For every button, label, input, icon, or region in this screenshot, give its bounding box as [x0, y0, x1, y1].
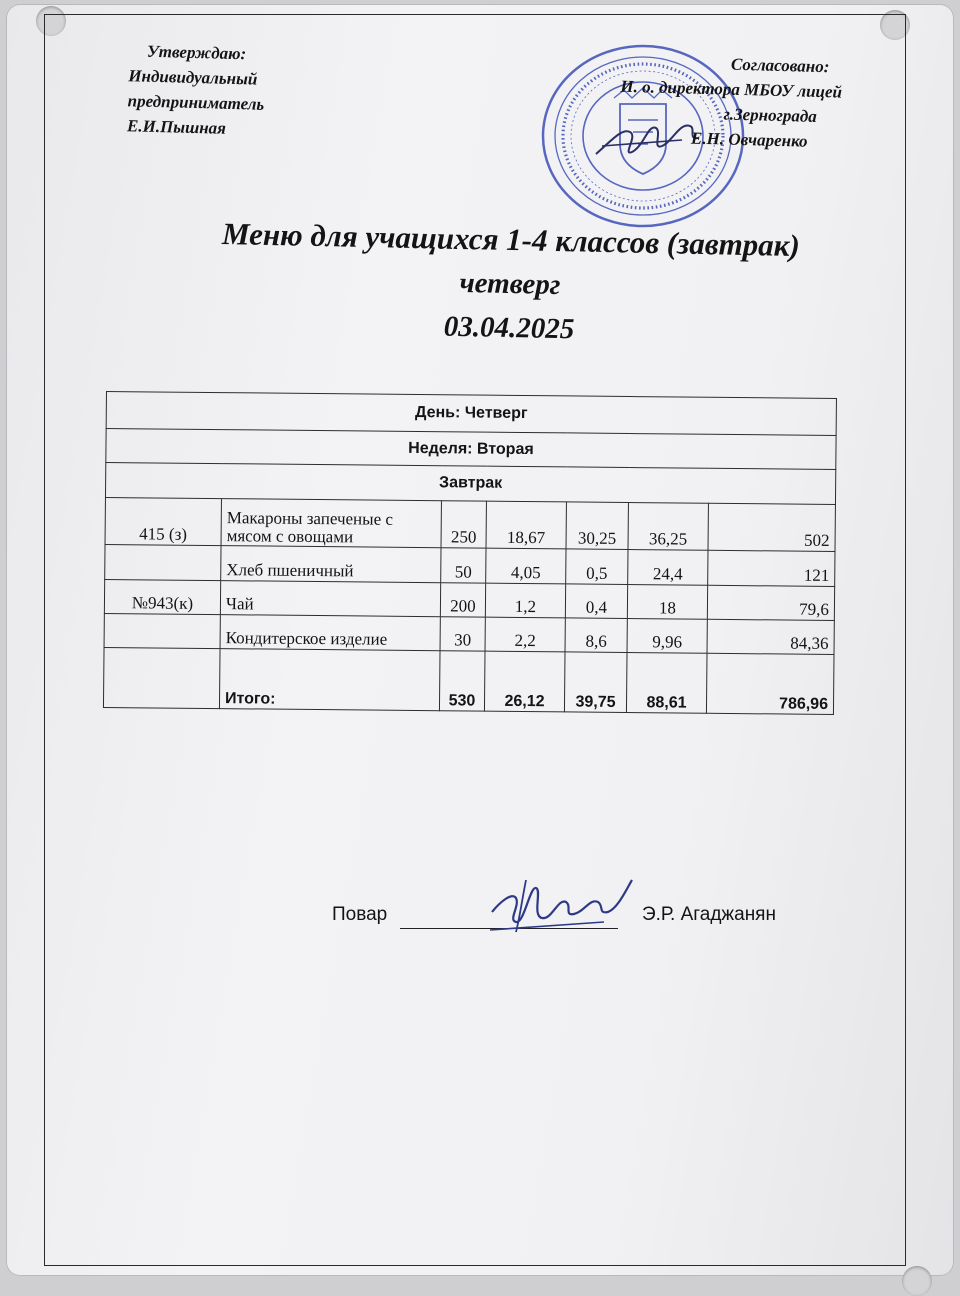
dish-protein: 4,05 — [486, 548, 566, 584]
total-fat: 39,75 — [564, 652, 627, 713]
approval-role: предприниматель — [127, 91, 265, 114]
dish-name: Хлеб пшеничный — [221, 546, 441, 583]
dish-code: 415 (з) — [105, 497, 221, 545]
approval-block — [127, 38, 266, 142]
table-meal: Завтрак — [105, 463, 835, 505]
dish-fat: 0,5 — [566, 549, 628, 585]
dish-fat: 30,25 — [566, 502, 628, 550]
dish-fat: 0,4 — [565, 584, 627, 619]
cook-role: Повар — [332, 904, 388, 925]
approval-heading: Утверждаю: — [146, 41, 247, 64]
dish-kcal: 121 — [708, 550, 835, 586]
total-carbs: 88,61 — [626, 653, 707, 714]
total-weight: 530 — [439, 651, 485, 711]
total-kcal: 786,96 — [706, 653, 834, 714]
dish-weight: 250 — [441, 501, 486, 548]
cook-name: Э.Р. Агаджанян — [642, 904, 776, 925]
dish-name: Кондитерское изделие — [220, 615, 440, 651]
dish-code — [105, 544, 221, 580]
agreement-heading: Согласовано: — [730, 54, 830, 77]
menu-title: Меню для учащихся 1-4 классов (завтрак) — [221, 215, 801, 264]
agreement-name: Е.Н. Овчаренко — [690, 128, 808, 151]
table-row — [105, 497, 835, 551]
agreement-block — [611, 49, 876, 156]
dish-protein: 18,67 — [486, 501, 566, 549]
total-label: Итого: — [219, 649, 440, 711]
dish-protein: 1,2 — [485, 583, 565, 618]
dish-code — [104, 613, 220, 648]
dish-carbs: 36,25 — [628, 503, 708, 551]
table-week: Неделя: Вторая — [106, 429, 836, 470]
dish-weight: 30 — [440, 617, 485, 651]
total-code — [103, 647, 220, 708]
dish-carbs: 18 — [627, 585, 707, 620]
agreement-city: г.Зернограда — [723, 104, 818, 126]
dish-carbs: 24,4 — [628, 550, 708, 586]
dish-kcal: 84,36 — [707, 619, 834, 654]
dish-fat: 8,6 — [565, 618, 627, 653]
dish-protein: 2,2 — [485, 617, 565, 652]
menu-date: 03.04.2025 — [443, 310, 575, 346]
dish-weight: 200 — [440, 583, 485, 617]
menu-weekday: четверг — [459, 266, 561, 302]
agreement-role: И. о. директора МБОУ лицей — [620, 76, 843, 102]
dish-weight: 50 — [441, 548, 486, 583]
cook-signature — [486, 872, 636, 938]
dish-code: №943(к) — [104, 579, 220, 614]
menu-table — [103, 391, 837, 715]
dish-name: Чай — [220, 581, 440, 617]
table-total-row — [103, 647, 834, 714]
dish-name: Макароны запеченые с мясом с овощами — [221, 499, 441, 548]
approval-name: Е.И.Пышная — [126, 116, 227, 138]
dish-kcal: 79,6 — [707, 585, 834, 620]
approval-role: Индивидуальный — [128, 66, 258, 89]
dish-carbs: 9,96 — [627, 619, 707, 654]
menu-title-block — [179, 211, 842, 357]
dish-kcal: 502 — [708, 503, 835, 551]
total-protein: 26,12 — [484, 651, 565, 712]
table-day: День: Четверг — [106, 392, 836, 436]
punch-hole — [902, 1266, 932, 1296]
